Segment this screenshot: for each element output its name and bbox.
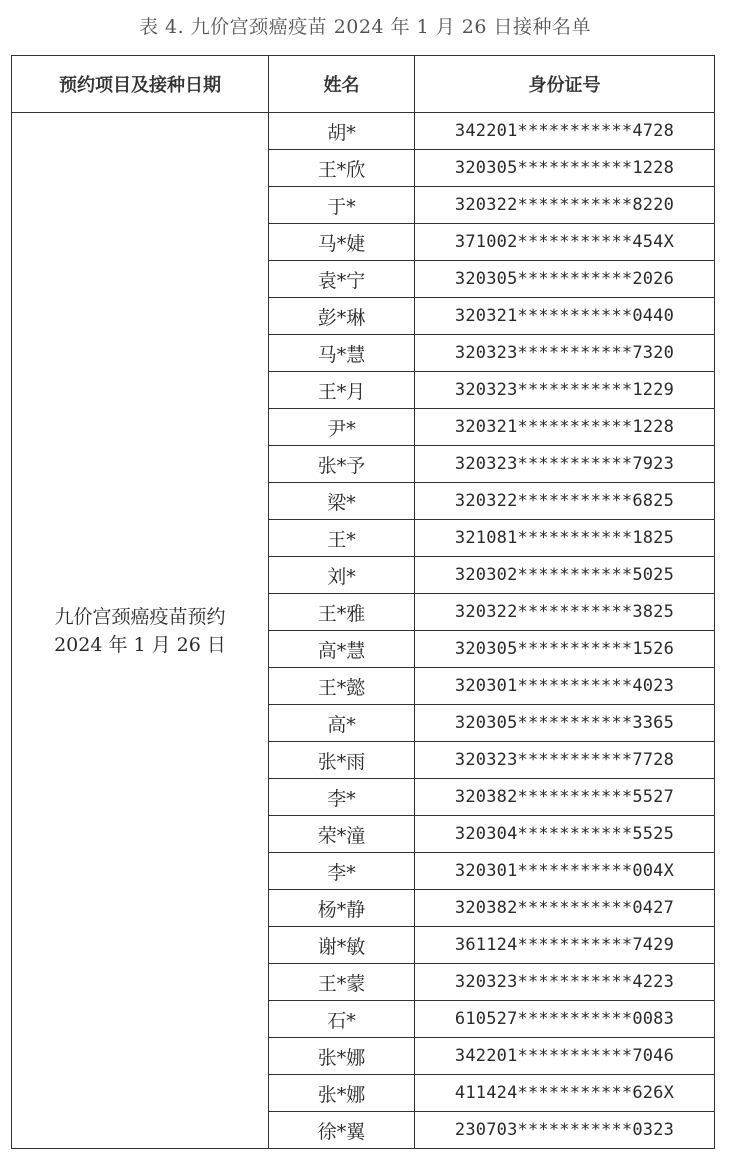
id-number-cell: 320301***********4023 <box>415 668 715 705</box>
id-number-cell: 230703***********0323 <box>415 1112 715 1149</box>
person-name-cell: 王*懿 <box>269 668 415 705</box>
table-row <box>12 113 715 150</box>
id-number-cell: 610527***********0083 <box>415 1001 715 1038</box>
id-number-cell: 320305***********2026 <box>415 261 715 298</box>
header-row <box>12 56 715 113</box>
person-name-cell: 高*慧 <box>269 631 415 668</box>
id-number-cell: 321081***********1825 <box>415 520 715 557</box>
id-number-cell: 320323***********7320 <box>415 335 715 372</box>
id-number-cell: 320322***********6825 <box>415 483 715 520</box>
id-number-cell: 320321***********0440 <box>415 298 715 335</box>
person-name-cell: 张*予 <box>269 446 415 483</box>
person-name-cell: 马*慧 <box>269 335 415 372</box>
id-number-cell: 320302***********5025 <box>415 557 715 594</box>
project-date: 2024 年 1 月 26 日 <box>54 633 226 656</box>
id-number-cell: 320305***********1228 <box>415 150 715 187</box>
person-name-cell: 张*娜 <box>269 1038 415 1075</box>
id-number-cell: 320321***********1228 <box>415 409 715 446</box>
header-id-number: 身份证号 <box>415 56 715 113</box>
id-number-cell: 320322***********3825 <box>415 594 715 631</box>
person-name-cell: 高* <box>269 705 415 742</box>
person-name-cell: 于* <box>269 187 415 224</box>
person-name-cell: 李* <box>269 779 415 816</box>
id-number-cell: 371002***********454X <box>415 224 715 261</box>
id-number-cell: 320323***********7923 <box>415 446 715 483</box>
person-name-cell: 石* <box>269 1001 415 1038</box>
person-name-cell: 梁* <box>269 483 415 520</box>
id-number-cell: 320305***********1526 <box>415 631 715 668</box>
person-name-cell: 刘* <box>269 557 415 594</box>
header-name: 姓名 <box>269 56 415 113</box>
id-number-cell: 320323***********1229 <box>415 372 715 409</box>
person-name-cell: 马*婕 <box>269 224 415 261</box>
person-name-cell: 荣*潼 <box>269 816 415 853</box>
id-number-cell: 320305***********3365 <box>415 705 715 742</box>
person-name-cell: 张*娜 <box>269 1075 415 1112</box>
person-name-cell: 杨*静 <box>269 890 415 927</box>
vaccination-roster-table <box>11 55 715 1149</box>
person-name-cell: 彭*琳 <box>269 298 415 335</box>
roster-body <box>12 113 715 1149</box>
person-name-cell: 王*蒙 <box>269 964 415 1001</box>
person-name-cell: 谢*敏 <box>269 927 415 964</box>
person-name-cell: 胡* <box>269 113 415 150</box>
id-number-cell: 320323***********7728 <box>415 742 715 779</box>
person-name-cell: 王*欣 <box>269 150 415 187</box>
id-number-cell: 320301***********004X <box>415 853 715 890</box>
person-name-cell: 徐*翼 <box>269 1112 415 1149</box>
project-cell <box>12 113 269 1149</box>
header-project: 预约项目及接种日期 <box>12 56 269 113</box>
id-number-cell: 411424***********626X <box>415 1075 715 1112</box>
person-name-cell: 王*月 <box>269 372 415 409</box>
id-number-cell: 342201***********7046 <box>415 1038 715 1075</box>
id-number-cell: 361124***********7429 <box>415 927 715 964</box>
person-name-cell: 尹* <box>269 409 415 446</box>
id-number-cell: 320382***********0427 <box>415 890 715 927</box>
person-name-cell: 王*雅 <box>269 594 415 631</box>
id-number-cell: 320382***********5527 <box>415 779 715 816</box>
id-number-cell: 320322***********8220 <box>415 187 715 224</box>
person-name-cell: 王* <box>269 520 415 557</box>
person-name-cell: 李* <box>269 853 415 890</box>
person-name-cell: 袁*宁 <box>269 261 415 298</box>
id-number-cell: 320323***********4223 <box>415 964 715 1001</box>
person-name-cell: 张*雨 <box>269 742 415 779</box>
table-caption: 表 4. 九价宫颈癌疫苗 2024 年 1 月 26 日接种名单 <box>138 16 592 38</box>
id-number-cell: 342201***********4728 <box>415 113 715 150</box>
id-number-cell: 320304***********5525 <box>415 816 715 853</box>
project-name: 九价宫颈癌疫苗预约 <box>54 605 226 628</box>
